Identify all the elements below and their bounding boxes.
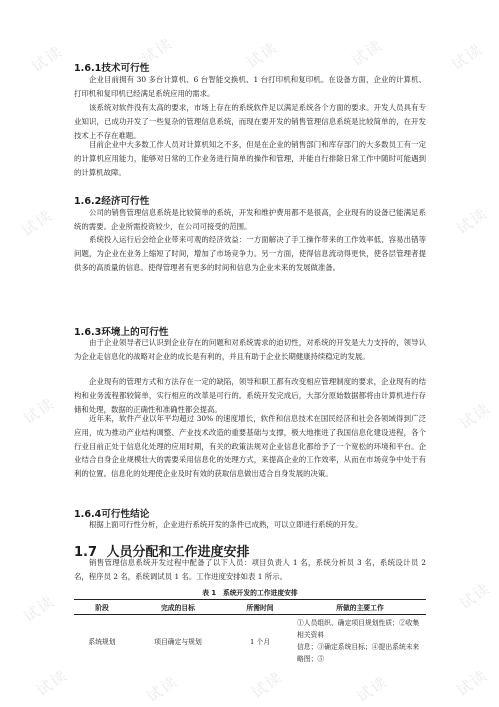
paragraph: 公司的销售管理信息系统是比较简单的系统，开发和维护费用都不是很高，企业现有的设备已能满足系统的需要。企业所需投资较少，在公司可接受的范围。 <box>74 208 426 231</box>
paragraph: 企业目前拥有 30 多台计算机、6 台智能交换机、1 台打印机和复印机。在设备方面，企业的计算机、打印机和复印机已经满足系统应用的需求。 <box>74 75 426 98</box>
watermark-text: 试读 <box>28 41 67 77</box>
watermark-text: 试读 <box>20 393 59 429</box>
table-cell: 系统规划 <box>88 638 116 646</box>
watermark-text: 试读 <box>18 205 57 241</box>
watermark-text: 试读 <box>20 591 59 627</box>
section-number: 1.6.1 <box>74 63 102 74</box>
watermark-text: 试读 <box>453 203 492 239</box>
column-header: 所需时间 <box>226 600 294 615</box>
watermark-text: 试读 <box>353 671 392 707</box>
section-number: 1.6.4 <box>74 509 102 520</box>
watermark-text: 试读 <box>453 665 492 701</box>
watermark-text: 试读 <box>448 39 487 75</box>
watermark-text: 试读 <box>248 667 287 703</box>
table-caption: 表 1 系统开发的工作进度安排 <box>202 589 298 597</box>
section-heading-technical <box>74 60 149 74</box>
paragraph: 销售管理信息系统开发过程中配备了以下人员：项目负责人 1 名，系统分析员 3 名，系统设计员 2 名，程序员 2 名，系统调试员 1 名。工作进度安排如表 1 所示。 <box>74 558 426 581</box>
section-number: 1.6.3 <box>74 327 102 338</box>
paragraph: 系统投入运行后会给企业带来可观的经济效益：一方面解决了手工操作带来的工作效率低、容易出错等问题，为企业在业务上缩短了时间，增加了市场竞争力。另一方面，使得信息流动得更快，使各层管理者提供多的高质量的信息。使得管理者有更多的时间和信息为企业未来的发展做准备。 <box>74 235 426 272</box>
paragraph: 该系统对软件没有太高的要求，市场上存在的系统软件足以满足系统各个方面的要求。开发人员具有专业知识，已成功开发了一些复杂的管理信息系统，而现在要开发的销售管理信息系统是比较简单的，在开发技术上不存在难题。 <box>74 103 426 140</box>
section-title: 环境上的可行性 <box>101 327 169 338</box>
column-header: 所做的主要工作 <box>294 600 426 615</box>
paragraph: 目前企业中大多数工作人员对计算机知之不多，但是在企业的销售部门和库存部门的大多数员工有一定的计算机应用能力，能够对日常的工作业务进行简单的操作和管理，并能自行排除日常工作中随时可能遇到的计算机故障。 <box>74 140 426 177</box>
watermark-text: 试读 <box>243 37 282 73</box>
watermark-text: 试读 <box>456 578 495 614</box>
watermark-text: 试读 <box>33 665 72 701</box>
section-title: 人员分配和工作进度安排 <box>106 545 250 560</box>
paragraph: 由于企业领导者已认识到企业存在的问题和对系统需求的迫切性，对系统的开发是大力支持的，领导认为企业走信息化的战略对企业的成长是有利的，并且有助于企业长期健康持续稳定的发展。 <box>74 338 426 361</box>
watermark-text: 试读 <box>143 671 182 707</box>
table-header-row <box>74 600 426 615</box>
schedule-table <box>74 599 426 667</box>
table-cell <box>294 615 426 668</box>
paragraph: 企业现有的管理方式和方法存在一定的缺陷，领导和职工都有改变相应管理制度的要求，企业现有的结构和业务流程都较简单，实行相应的改革是可行的。系统开发完成后，大部分原始数据都将由计算机进行存储和处理，数据的正确性和准确性都会提高。 <box>74 377 426 414</box>
watermark-text: 试读 <box>348 35 387 71</box>
column-header: 完成的目标 <box>130 600 226 615</box>
watermark-text: 试读 <box>456 398 495 434</box>
section-number: 1.7 <box>74 545 98 560</box>
column-header: 阶段 <box>74 600 130 615</box>
table-row <box>74 615 426 668</box>
section-title: 经济可行性 <box>101 196 150 207</box>
paragraph: 根据上面可行性分析，企业进行系统开发的条件已成熟，可以立即进行系统的开发。 <box>89 520 363 529</box>
table-cell: 1 个月 <box>249 638 271 646</box>
table-cell-line: 信息；③确定系统目标；④提出系统未来略图；⑤ <box>297 643 420 663</box>
table-cell-line: ①人员组织、确定项目规划性质；②收集相关资料 <box>297 619 420 639</box>
section-number: 1.6.2 <box>74 196 102 207</box>
section-title: 技术可行性 <box>101 63 150 74</box>
section-title: 可行性结论 <box>101 509 150 520</box>
section-heading-economic <box>74 193 149 207</box>
watermark-text: 试读 <box>138 33 177 69</box>
table-cell: 项目确定与规划 <box>154 638 202 646</box>
paragraph: 近年来，软件产业以年平均超过 30% 的速度增长，软件和信息技术在国民经济和社会各领域得到广泛应用，成为推动产业结构调整、产业技术改造的重要基础与支撑，极大地推进了我国信息化建设进程，各个行业目前正处于信息化处理的应用时期，有关的政策法规对企业信息化都给予了一个宽松的环境和平台。企业结合自身企业规模壮大的需要采用信息化的处理方式，来提高企业的工作效率，从而在市场竞争中处于有利的位置。信息化的处理使企业及时有效的获取信息做出适合自身发展的决策。 <box>74 414 426 479</box>
